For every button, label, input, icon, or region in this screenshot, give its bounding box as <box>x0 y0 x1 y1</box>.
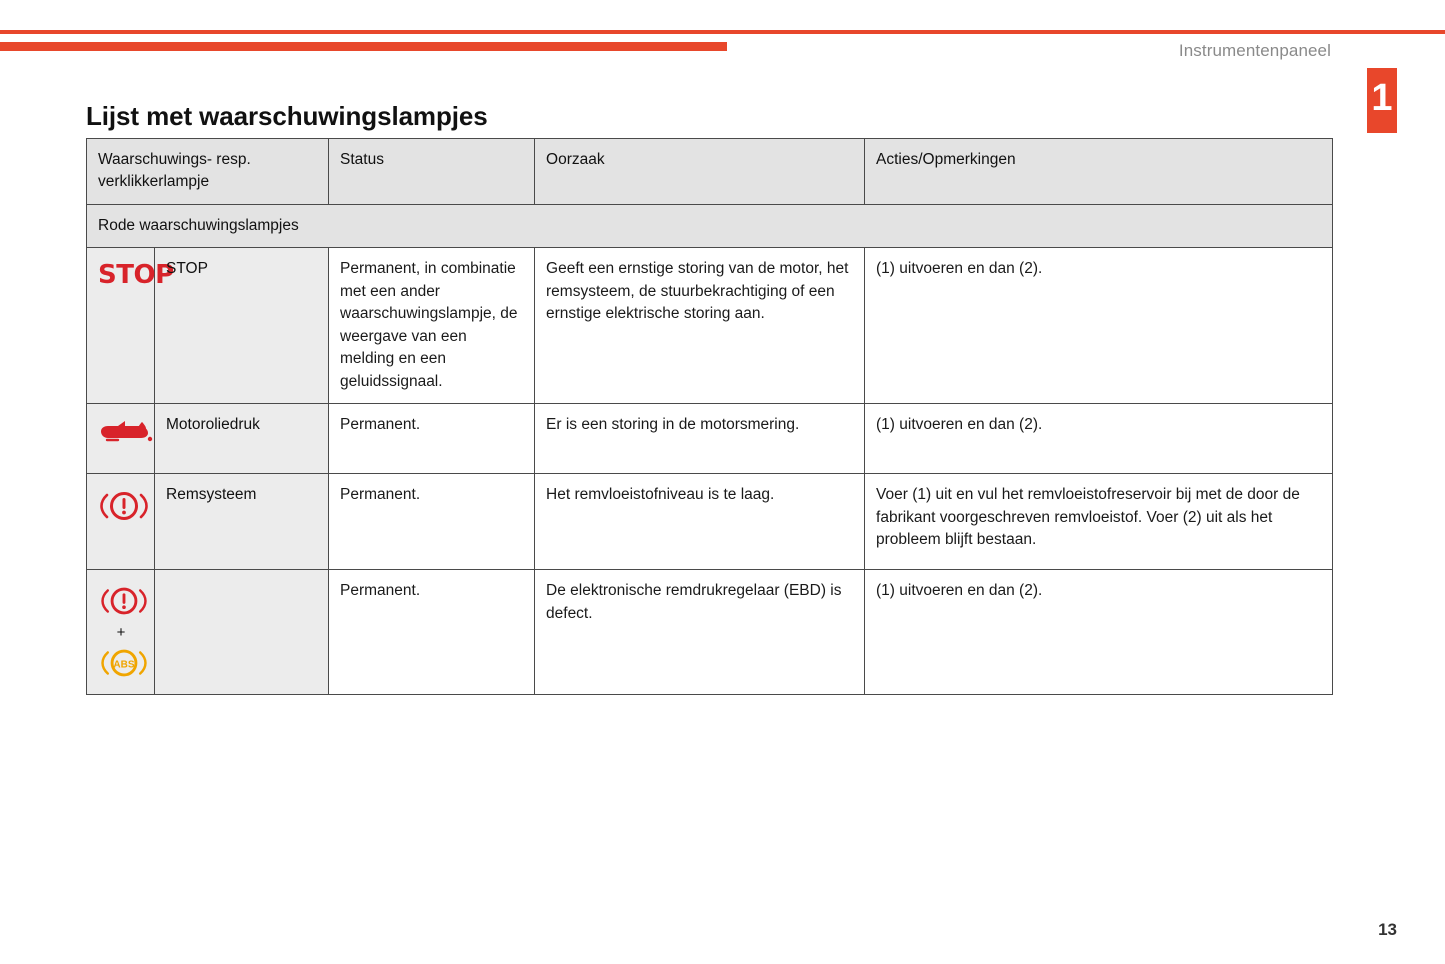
warning-light-name: Motoroliedruk <box>155 404 329 474</box>
column-header-cause: Oorzaak <box>535 139 865 205</box>
warning-light-action: Voer (1) uit en vul het remvloeistofreservoir bij met de door de fabrikant voorgeschreven remvloeistof. Voer (2) uit als het probleem blijft bestaan. <box>865 474 1333 570</box>
table-section-heading-row <box>87 204 1333 247</box>
section-heading-red-warning-lights: Rode waarschuwingslampjes <box>87 204 1333 247</box>
warning-light-action: (1) uitvoeren en dan (2). <box>865 404 1333 474</box>
column-header-warning-light-line1: Waarschuwings- resp. <box>98 151 251 168</box>
chapter-number-tab: 1 <box>1367 68 1397 133</box>
brake-system-icon <box>87 474 155 570</box>
warning-light-cause: Geeft een ernstige storing van de motor, het remsysteem, de stuurbekrachtiging of een ernstige elektrische storing aan. <box>535 248 865 404</box>
table-row <box>87 474 1333 570</box>
page-title: Lijst met waarschuwingslampjes <box>86 101 488 132</box>
plus-separator: + <box>116 624 126 642</box>
warning-light-name: STOP <box>155 248 329 404</box>
warning-light-action: (1) uitvoeren en dan (2). <box>865 248 1333 404</box>
table-header-row <box>87 139 1333 205</box>
table-row <box>87 570 1333 695</box>
warning-light-name: Remsysteem <box>155 474 329 570</box>
column-header-status: Status <box>329 139 535 205</box>
table-header <box>87 139 1333 205</box>
page-number: 13 <box>1378 920 1397 939</box>
engine-oil-pressure-icon <box>87 404 155 474</box>
column-header-actions: Acties/Opmerkingen <box>865 139 1333 205</box>
warning-light-status: Permanent. <box>329 570 535 695</box>
header-section-label: Instrumentenpaneel <box>1178 41 1331 60</box>
warning-lights-table-wrapper <box>86 138 1332 695</box>
warning-lights-table <box>86 138 1333 695</box>
warning-light-status: Permanent. <box>329 404 535 474</box>
stop-warning-icon-label: STOP <box>98 260 174 291</box>
table-row <box>87 248 1333 404</box>
warning-light-name <box>155 570 329 695</box>
warning-light-status: Permanent, in combinatie met een ander waarschuwingslampje, de weergave van een melding en een geluidssignaal. <box>329 248 535 404</box>
warning-light-cause: Het remvloeistofniveau is te laag. <box>535 474 865 570</box>
stop-warning-icon <box>87 248 174 404</box>
column-header-warning-light <box>87 139 329 205</box>
table-body <box>87 204 1333 694</box>
warning-light-cause: Er is een storing in de motorsmering. <box>535 404 865 474</box>
warning-light-action: (1) uitvoeren en dan (2). <box>865 570 1333 695</box>
brake-system-plus-abs-icon <box>87 570 155 695</box>
table-row <box>87 404 1333 474</box>
top-accent-bar <box>0 42 727 51</box>
column-header-warning-light-line2: verklikkerlampje <box>98 173 210 191</box>
warning-light-cause: De elektronische remdrukregelaar (EBD) is defect. <box>535 570 865 695</box>
top-accent-rule <box>0 30 1445 34</box>
warning-light-status: Permanent. <box>329 474 535 570</box>
svg-text:ABS: ABS <box>113 659 135 671</box>
